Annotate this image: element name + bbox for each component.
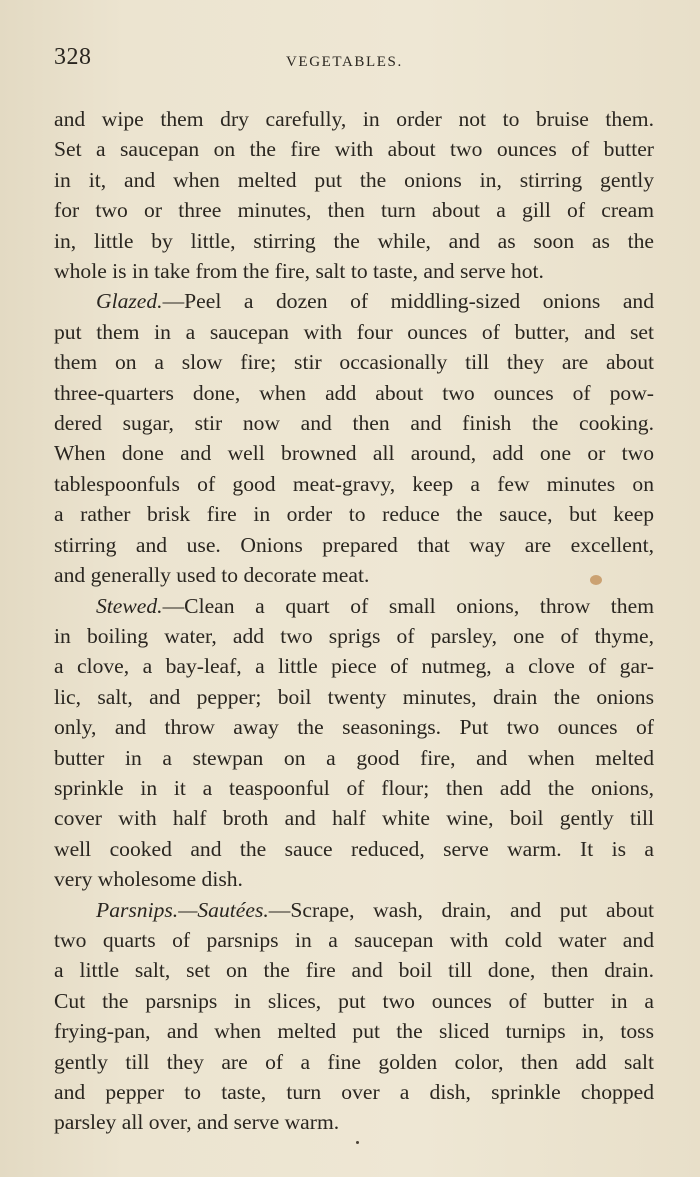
text-line: and generally used to decorate meat.	[54, 563, 370, 588]
text-line: a little salt, set on the fire and boil till done, then drain.	[54, 958, 654, 983]
text-line: them on a slow fire; stir occasionally till they are about	[54, 350, 654, 375]
text-line: sprinkle in it a teaspoonful of flour; then add the onions,	[54, 775, 654, 800]
ink-stain	[590, 575, 602, 585]
text-line: cover with half broth and half white wine, boil gently till	[54, 806, 654, 831]
text-line	[54, 591, 654, 621]
text-line: a clove, a bay-leaf, a little piece of nutmeg, a clove of gar-	[54, 654, 654, 679]
paragraph-continuation	[54, 104, 654, 286]
text-line: three-quarters done, when add about two ounces of pow-	[54, 380, 654, 405]
text-line: in it, and when melted put the onions in, stirring gently	[54, 167, 654, 192]
text-line-rest: —Scrape, wash, drain, and put about	[268, 897, 654, 922]
text-line: in, little by little, stirring the while, and as soon as the	[54, 228, 654, 253]
text-line: put them in a saucepan with four ounces of butter, and set	[54, 319, 654, 344]
text-line: frying-pan, and when melted put the sliced turnips in, toss	[54, 1019, 654, 1044]
text-line: When done and well browned all around, add one or two	[54, 441, 654, 466]
text-line-rest: —Peel a dozen of middling-sized onions and	[162, 289, 654, 314]
text-line: gently till they are of a fine golden color, then add salt	[54, 1049, 654, 1074]
page-body	[54, 104, 654, 1138]
text-line	[54, 895, 654, 925]
text-line: butter in a stewpan on a good fire, and when melted	[54, 745, 654, 770]
section-heading-stewed: Stewed.	[96, 593, 163, 618]
text-line: and pepper to taste, turn over a dish, sprinkle chopped	[54, 1080, 654, 1104]
text-line: stirring and use. Onions prepared that way are excellent,	[54, 532, 654, 557]
paragraph-stewed	[54, 591, 654, 895]
text-line: a rather brisk fire in order to reduce the sauce, but keep	[54, 502, 654, 527]
page-speck	[356, 1141, 359, 1144]
text-line: and wipe them dry carefully, in order not to bruise them.	[54, 107, 654, 131]
text-line: in boiling water, add two sprigs of parsley, one of thyme,	[54, 623, 654, 648]
text-line: dered sugar, stir now and then and finish the cooking.	[54, 411, 654, 436]
text-line: very wholesome dish.	[54, 867, 243, 892]
section-heading-glazed: Glazed.	[96, 289, 163, 314]
paragraph-parsnips	[54, 895, 654, 1138]
running-head: VEGETABLES.	[286, 54, 403, 70]
text-line-rest: —Clean a quart of small onions, throw them	[162, 593, 654, 618]
text-line: two quarts of parsnips in a saucepan with cold water and	[54, 927, 654, 952]
text-line: well cooked and the sauce reduced, serve warm. It is a	[54, 836, 654, 861]
section-heading-parsnips: Parsnips.—Sautées.	[96, 897, 269, 922]
text-line: parsley all over, and serve warm.	[54, 1110, 340, 1135]
page-number: 328	[54, 44, 92, 70]
text-line: only, and throw away the seasonings. Put two ounces of	[54, 715, 654, 740]
text-line: Set a saucepan on the fire with about two ounces of butter	[54, 137, 654, 162]
text-line: lic, salt, and pepper; boil twenty minutes, drain the onions	[54, 684, 654, 709]
text-line: whole is in take from the fire, salt to taste, and serve hot.	[54, 259, 544, 284]
text-line: Cut the parsnips in slices, put two ounces of butter in a	[54, 988, 654, 1013]
text-line	[54, 286, 654, 316]
text-line: tablespoonfuls of good meat-gravy, keep a few minutes on	[54, 471, 654, 496]
text-line: for two or three minutes, then turn about a gill of cream	[54, 198, 654, 223]
paragraph-glazed	[54, 286, 654, 590]
page-header	[54, 44, 654, 78]
